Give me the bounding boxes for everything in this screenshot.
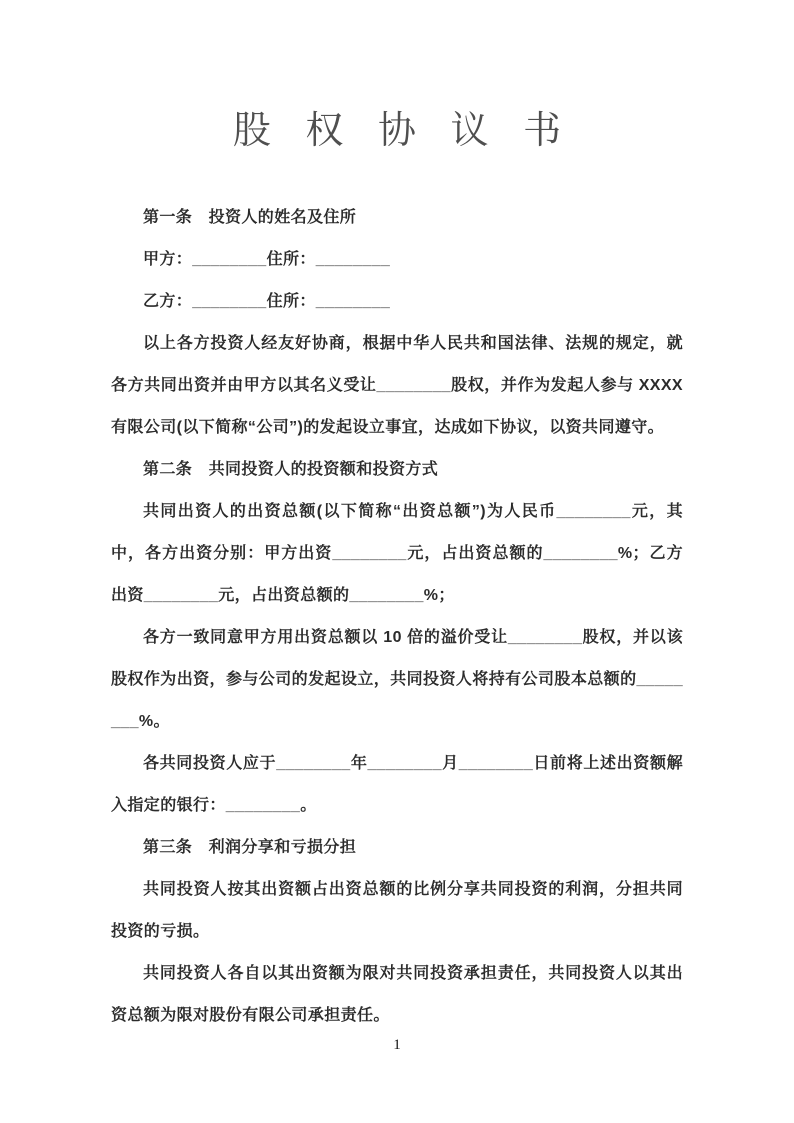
premium-transfer-paragraph: 各方一致同意甲方用出资总额以 10 倍的溢价受让________股权，并以该股权作为出资，参与公司的发起设立，共同投资人将持有公司股本总额的________%。	[111, 629, 683, 730]
article-1-heading: 第一条 投资人的姓名及住所	[143, 209, 357, 226]
party-a-field-line: 甲方：________住所：________	[143, 251, 391, 268]
contribution-paragraph: 共同出资人的出资总额(以下简称“出资总额”)为人民币________元，其中，各方出资分别：甲方出资________元，占出资总额的________%；乙方出资________元，占出资总额的________%；	[111, 503, 683, 604]
preamble-paragraph: 以上各方投资人经友好协商，根据中华人民共和国法律、法规的规定，就各方共同出资并由甲方以其名义受让________股权，并作为发起人参与 XXXX 有限公司(以下简称“公司”)的发起设立事宜，达成如下协议，以资共同遵守。	[111, 335, 683, 436]
profit-sharing-paragraph: 共同投资人按其出资额占出资总额的比例分享共同投资的利润，分担共同投资的亏损。	[111, 881, 683, 940]
liability-paragraph: 共同投资人各自以其出资额为限对共同投资承担责任，共同投资人以其出资总额为限对股份有限公司承担责任。	[111, 965, 683, 1024]
article-3-heading: 第三条 利润分享和亏损分担	[143, 839, 357, 856]
document-title: 股 权 协 议 书	[232, 110, 574, 152]
article-2-heading: 第二条 共同投资人的投资额和投资方式	[143, 461, 439, 478]
page-number: 1	[393, 1037, 401, 1053]
deposit-deadline-paragraph: 各共同投资人应于________年________月________日前将上述出资额解入指定的银行：________。	[111, 755, 683, 814]
party-b-field-line: 乙方：________住所：________	[143, 293, 391, 310]
